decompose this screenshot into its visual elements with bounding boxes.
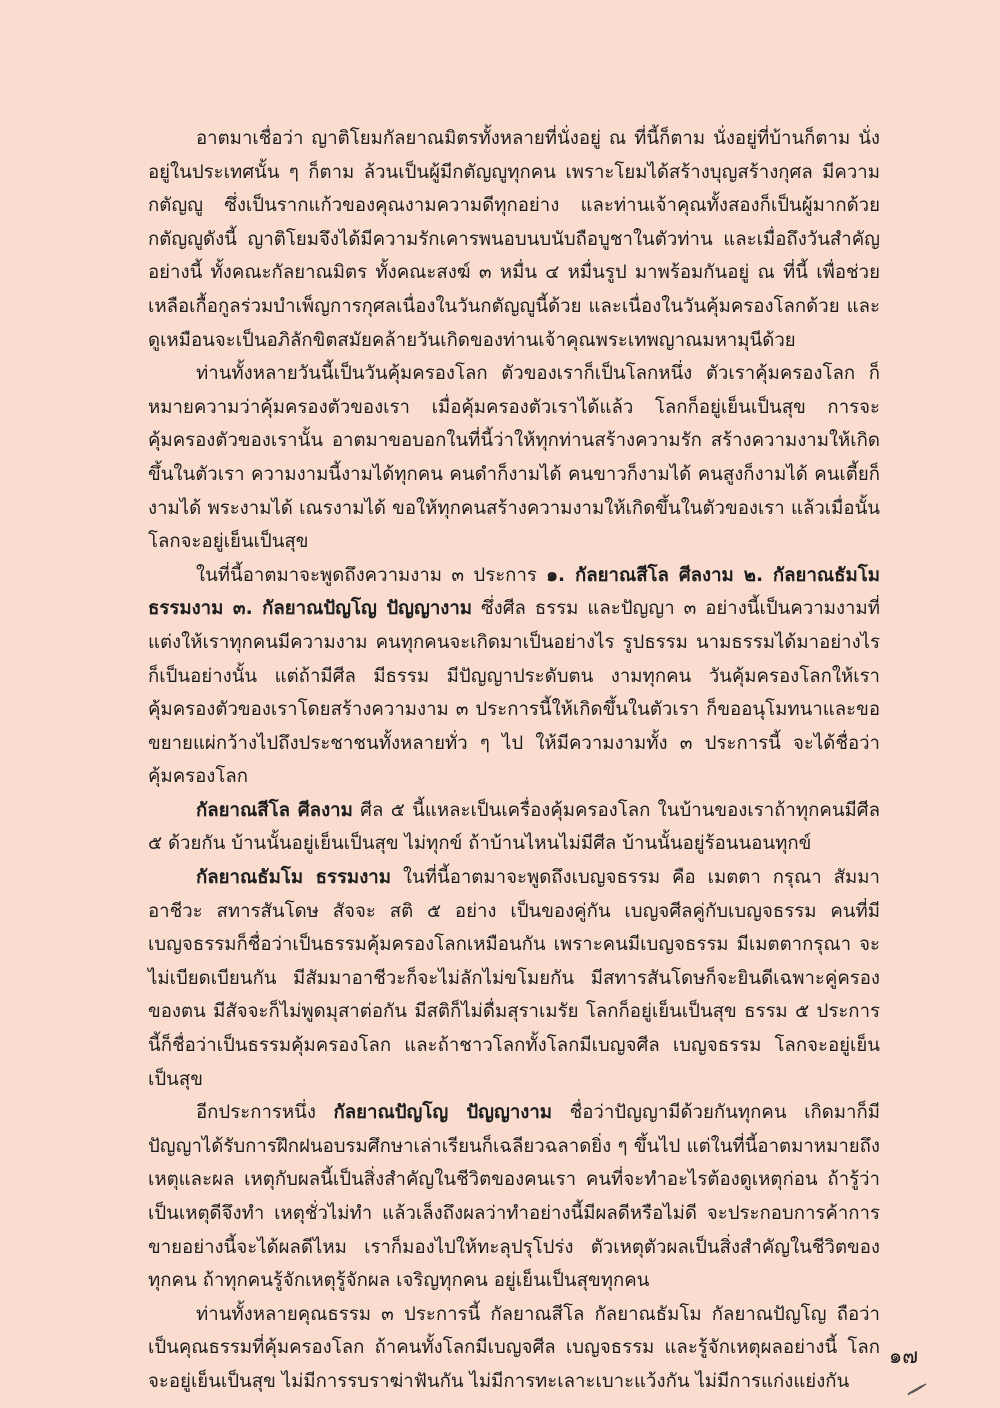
paragraph xyxy=(148,794,880,861)
bold-term: กัลยาณปัญโญ ปัญญางาม xyxy=(333,1102,553,1124)
paragraph-text: ในที่นี้อาตมาจะพูดถึงเบญจธรรม คือ เมตตา กรุณา สัมมาอาชีวะ สทารสันโดษ สัจจะ สติ ๕ อย่าง เป็นของคู่กัน เบญจศีลคู่กับเบญจธรรม คนที่มีเบญจธรรมก็ชื่อว่าเป็นธรรมคุ้มครองโลกเหมือนกัน เพราะคนมีเบญจธรรม มีเมตตากรุณา จะไม่เบียดเบียนกัน มีสัมมาอาชีวะก็จะไม่ลักไม่ขโมยกัน มีสทารสันโดษก็จะยินดีเฉพาะคู่ครองของตน มีสัจจะก็ไม่พูดมุสาต่อกัน มีสติก็ไม่ดื่มสุราเมรัย โลกก็อยู่เย็นเป็นสุข ธรรม ๕ ประการนี้ก็ชื่อว่าเป็นธรรมคุ้มครองโลก และถ้าชาวโลกทั้งโลกมีเบญจศีล เบญจธรรม โลกจะอยู่เย็นเป็นสุข xyxy=(148,867,880,1090)
document-body xyxy=(148,122,880,1399)
paragraph xyxy=(148,122,880,357)
paragraph xyxy=(148,559,880,794)
paragraph-text: ชื่อว่าปัญญามีด้วยกันทุกคน เกิดมาก็มีปัญญาได้รับการฝึกฝนอบรมศึกษาเล่าเรียนก็เฉลียวฉลาดยิ่ง ๆ ขึ้นไป แต่ในที่นี้อาตมาหมายถึงเหตุและผล เหตุกับผลนี้เป็นสิ่งสำคัญในชีวิตของคนเรา คนที่จะทำอะไรต้องดูเหตุก่อน ถ้ารู้ว่าเป็นเหตุดีจึงทำ เหตุชั่วไม่ทำ แล้วเล็งถึงผลว่าทำอย่างนี้มีผลดีหรือไม่ดี จะประกอบการค้าการขายอย่างนี้จะได้ผลดีไหม เราก็มองไปให้ทะลุปรุโปร่ง ตัวเหตุตัวผลเป็นสิ่งสำคัญในชีวิตของทุกคน ถ้าทุกคนรู้จักเหตุรู้จักผล เจริญทุกคน อยู่เย็นเป็นสุขทุกคน xyxy=(148,1102,880,1292)
bold-term: กัลยาณสีโล ศีลงาม xyxy=(196,799,353,821)
paragraph-text: ซึ่งศีล ธรรม และปัญญา ๓ อย่างนี้เป็นความงามที่แต่งให้เราทุกคนมีความงาม คนทุกคนจะเกิดมาเป็นอย่างไร รูปธรรม นามธรรมได้มาอย่างไร ก็เป็นอย่างนั้น แต่ถ้ามีศีล มีธรรม มีปัญญาประดับตน งามทุกคน วันคุ้มครองโลกให้เราคุ้มครองตัวของเราโดยสร้างความงาม ๓ ประการนี้ให้เกิดขึ้นในตัวเรา ก็ขออนุโมทนาและขอขยายแผ่กว้างไปถึงประชาชนทั้งหลายทั่ว ๆ ไป ให้มีความงามทั้ง ๓ ประการนี้ จะได้ชื่อว่าคุ้มครองโลก xyxy=(148,598,881,788)
page-number: ๑๗ xyxy=(888,1344,918,1368)
bold-term: ๑. กัลยาณสีโล ศีลงาม ๒. กัลยาณธัมโม ธรรมงาม ๓. กัลยาณปัญโญ ปัญญางาม xyxy=(148,564,880,620)
paragraph xyxy=(148,1096,880,1298)
feather-pen-icon xyxy=(859,1374,879,1388)
paragraph-text: อาตมาเชื่อว่า ญาติโยมกัลยาณมิตรทั้งหลายที่นั่งอยู่ ณ ที่นี้ก็ตาม นั่งอยู่ที่บ้านก็ตาม นั่งอยู่ในประเทศนั้น ๆ ก็ตาม ล้วนเป็นผู้มีกตัญญูทุกคน เพราะโยมได้สร้างบุญสร้างกุศล มีความกตัญญู ซึ่งเป็นรากแก้วของคุณงามความดีทุกอย่าง และท่านเจ้าคุณทั้งสองก็เป็นผู้มากด้วยกตัญญูดังนี้ ญาติโยมจึงได้มีความรักเคารพนอบนบนับถือบูชาในตัวท่าน และเมื่อถึงวันสำคัญอย่างนี้ ทั้งคณะกัลยาณมิตร ทั้งคณะสงฆ์ ๓ หมื่น ๔ หมื่นรูป มาพร้อมกันอยู่ ณ ที่นี้ เพื่อช่วยเหลือเกื้อกูลร่วมบำเพ็ญการกุศลเนื่องในวันกตัญญูนี้ด้วย และเนื่องในวันคุ้มครองโลกด้วย และดูเหมือนจะเป็นอภิลักขิตสมัยคล้ายวันเกิดของท่านเจ้าคุณพระเทพญาณมหามุนีด้วย xyxy=(148,128,880,351)
paragraph xyxy=(148,1298,880,1399)
paragraph-text: ศีล ๕ นี้แหละเป็นเครื่องคุ้มครองโลก ในบ้านของเราถ้าทุกคนมีศีล ๕ ด้วยกัน บ้านนั้นอยู่เย็นเป็นสุข ไม่ทุกข์ ถ้าบ้านไหนไม่มีศีล บ้านนั้นอยู่ร้อนนอนทุกข์ xyxy=(148,799,880,855)
paragraph-text: ท่านทั้งหลายคุณธรรม ๓ ประการนี้ กัลยาณสีโล กัลยาณธัมโม กัลยาณปัญโญ ถือว่าเป็นคุณธรรมที่คุ้มครองโลก ถ้าคนทั้งโลกมีเบญจศีล เบญจธรรม และรู้จักเหตุผลอย่างนี้ โลกจะอยู่เย็นเป็นสุข ไม่มีการรบราฆ่าฟันกัน ไม่มีการทะเลาะเบาะแว้งกัน ไม่มีการแก่งแย่งกัน xyxy=(148,1303,880,1392)
paragraph xyxy=(148,861,880,1096)
paragraph xyxy=(148,357,880,559)
bold-term: กัลยาณธัมโม ธรรมงาม xyxy=(196,867,391,889)
paragraph-text: ท่านทั้งหลายวันนี้เป็นวันคุ้มครองโลก ตัวของเราก็เป็นโลกหนึ่ง ตัวเราคุ้มครองโลก ก็หมายความว่าคุ้มครองตัวของเรา เมื่อคุ้มครองตัวเราได้แล้ว โลกก็อยู่เย็นเป็นสุข การจะคุ้มครองตัวของเรานั้น อาตมาขอบอกในที่นี้ว่าให้ทุกท่านสร้างความรัก สร้างความงามให้เกิดขึ้นในตัวเรา ความงามนี้งามได้ทุกคน คนดำก็งามได้ คนขาวก็งามได้ คนสูงก็งามได้ คนเตี้ยก็งามได้ พระงามได้ เณรงามได้ ขอให้ทุกคนสร้างความงามให้เกิดขึ้นในตัวของเรา แล้วเมื่อนั้นโลกจะอยู่เย็นเป็นสุข xyxy=(148,363,880,553)
paragraph-text: ในที่นี้อาตมาจะพูดถึงความงาม ๓ ประการ xyxy=(196,564,547,586)
paragraph-text: อีกประการหนึ่ง xyxy=(196,1102,334,1124)
